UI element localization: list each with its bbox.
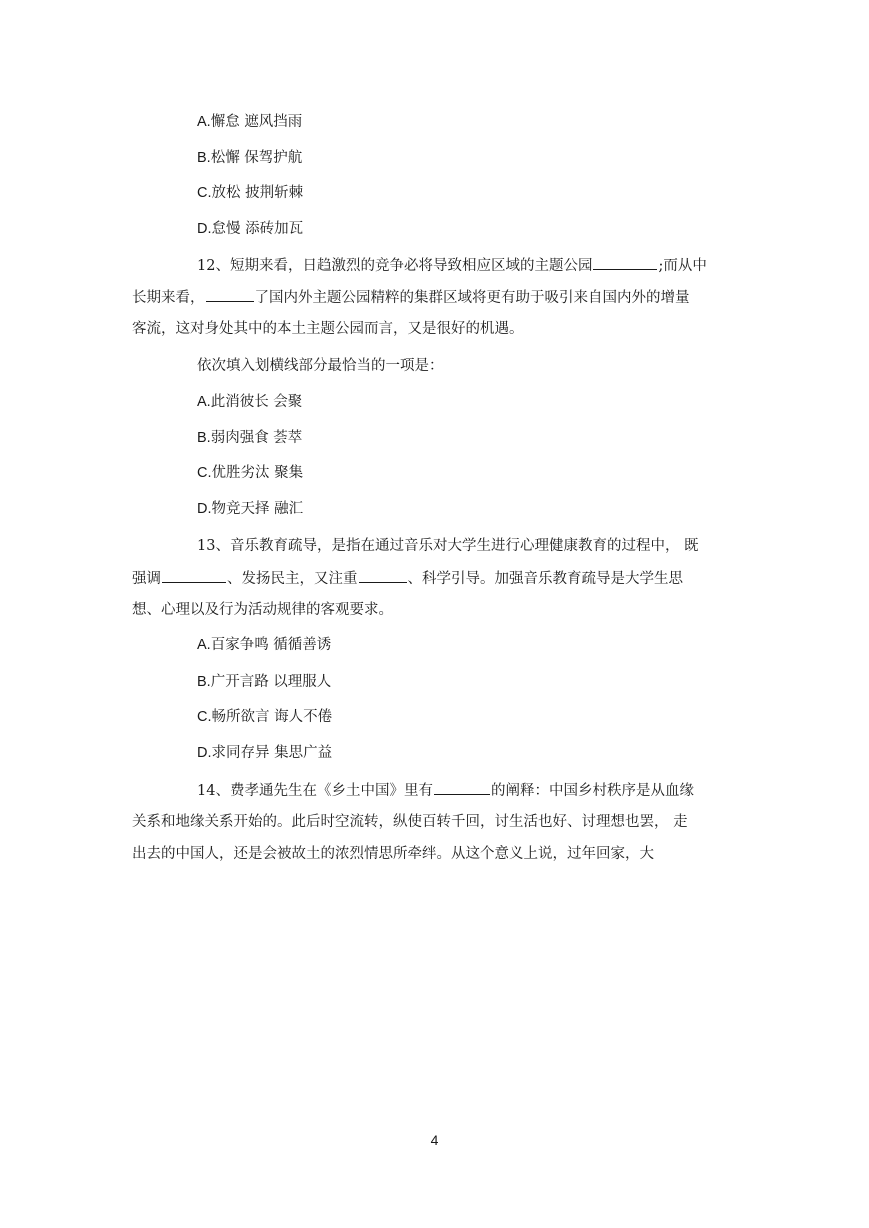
option-text: 此消彼长 会聚: [210, 394, 303, 410]
q11-option-c: [197, 183, 303, 203]
option-letter: D.: [197, 221, 212, 237]
q13-option-b: [197, 672, 331, 692]
option-letter: B.: [197, 430, 211, 446]
q13-line-2: 强调 、发扬民主，又注重 、科学引导。加强音乐教育疏导是大学生思: [132, 568, 683, 589]
option-text: 百家争鸣 循循善诱: [210, 637, 332, 653]
q14-line-2: 关系和地缘关系开始的。此后时空流转，纵使百转千回，讨生活也好、讨理想也罢， 走: [132, 814, 688, 830]
fill-blank: [206, 287, 254, 302]
option-text: 求同存异 集思广益: [211, 745, 333, 761]
q12-option-b: [197, 428, 302, 448]
option-text: 懈怠 遮风挡雨: [210, 114, 303, 130]
q13-line-3: 想、心理以及行为活动规律的客观要求。: [132, 602, 393, 618]
q12-instruction: 依次填入划横线部分最恰当的一项是：: [197, 358, 444, 374]
option-text: 广开言路 以理服人: [210, 674, 332, 690]
fill-blank: [593, 255, 657, 270]
option-letter: D.: [197, 501, 212, 517]
option-text: 弱肉强食 荟萃: [210, 430, 303, 446]
option-letter: C.: [197, 465, 212, 481]
q12-option-a: [197, 392, 302, 412]
option-letter: B.: [197, 150, 211, 166]
q12-line-1: 12、短期来看，日趋激烈的竞争必将导致相应区域的主题公园 ;而从中: [197, 255, 707, 276]
fill-blank: [434, 780, 490, 795]
option-text: 松懈 保驾护航: [210, 150, 303, 166]
option-letter: A.: [197, 114, 211, 130]
q11-option-b: [197, 148, 302, 168]
fill-blank: [359, 568, 407, 583]
option-text: 怠慢 添砖加瓦: [211, 221, 304, 237]
option-text: 物竞天择 融汇: [211, 501, 304, 517]
q11-option-a: [197, 112, 302, 132]
q12-option-c: [197, 463, 303, 483]
page-number: 4: [430, 1132, 439, 1148]
option-text: 放松 披荆斩棘: [211, 185, 304, 201]
option-letter: A.: [197, 637, 211, 653]
option-letter: D.: [197, 745, 212, 761]
option-letter: B.: [197, 674, 211, 690]
q13-option-a: [197, 635, 331, 655]
q13-option-c: [197, 707, 332, 727]
q12-line-3: 客流，这对身处其中的本土主题公园而言，又是很好的机遇。: [132, 321, 524, 337]
q14-line-3: 出去的中国人，还是会被故土的浓烈情思所牵绊。从这个意义上说，过年回家，大: [132, 846, 654, 862]
q13-option-d: [197, 743, 332, 763]
q14-line-1: 14、费孝通先生在《乡土中国》里有 的阐释：中国乡村秩序是从血缘: [197, 780, 694, 801]
q12-line-2: 长期来看， 了国内外主题公园精粹的集群区域将更有助于吸引来自国内外的增量: [132, 287, 690, 308]
option-letter: C.: [197, 185, 212, 201]
option-text: 畅所欲言 诲人不倦: [211, 709, 333, 725]
option-text: 优胜劣汰 聚集: [211, 465, 304, 481]
option-letter: A.: [197, 394, 211, 410]
q12-option-d: [197, 499, 303, 519]
q13-line-1: 13、音乐教育疏导，是指在通过音乐对大学生进行心理健康教育的过程中， 既: [197, 538, 699, 554]
option-letter: C.: [197, 709, 212, 725]
fill-blank: [162, 568, 226, 583]
q11-option-d: [197, 219, 303, 239]
